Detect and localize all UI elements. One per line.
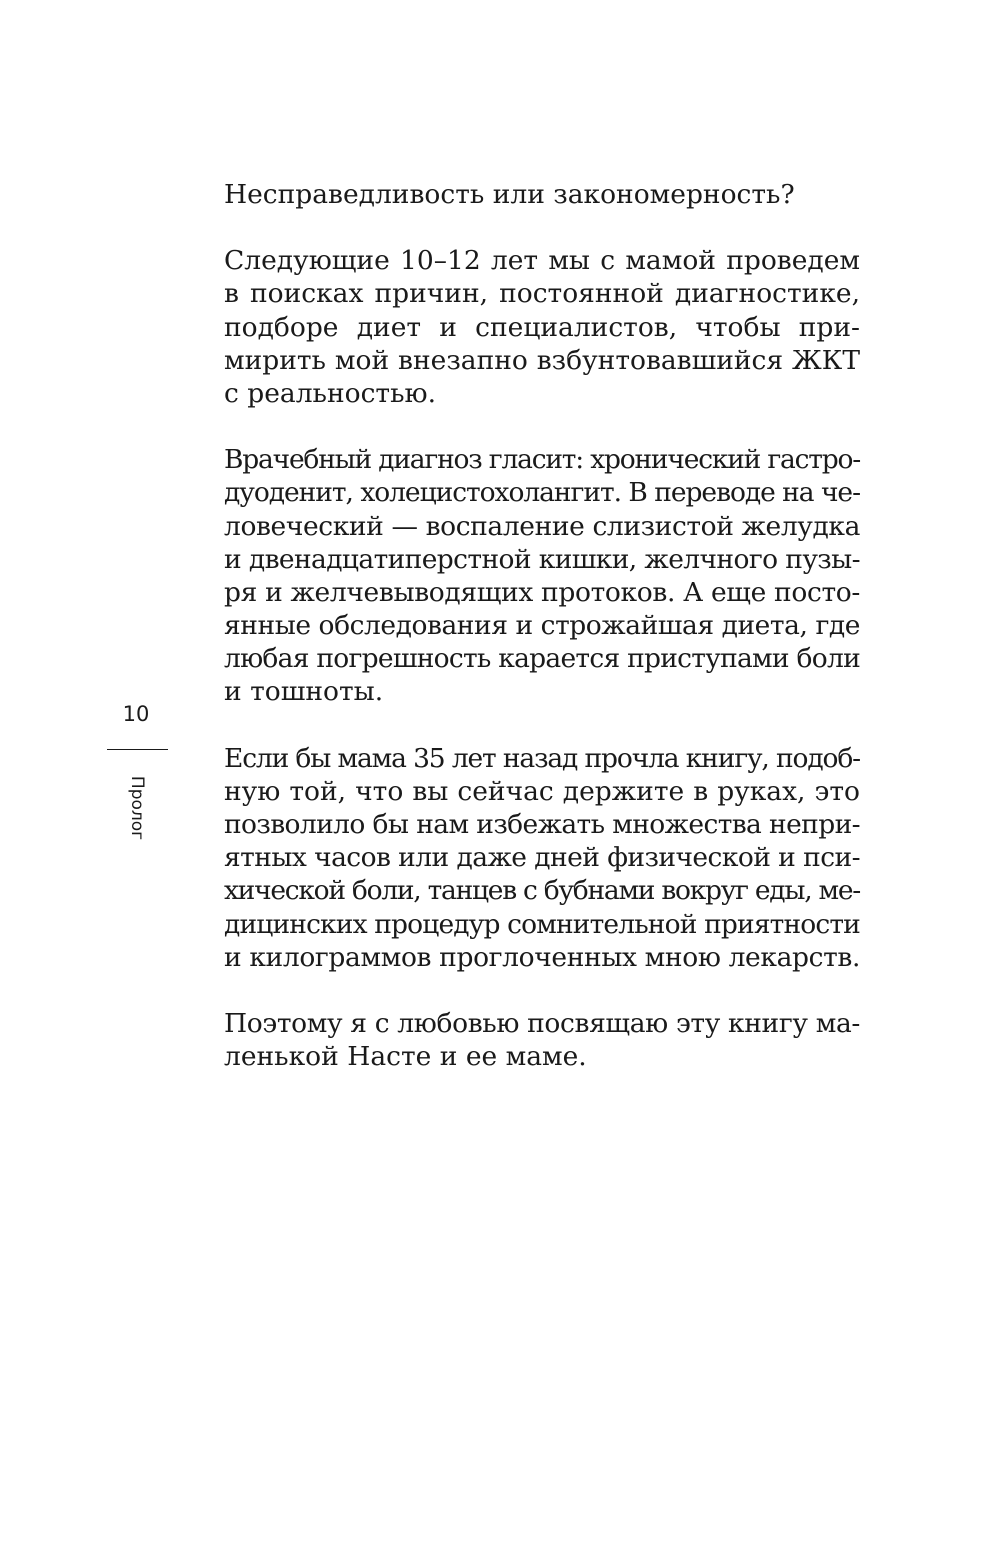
text-line: любая погрешность карается приступами боли xyxy=(224,643,860,675)
text-line: в поисках причин, постоянной диагностике, xyxy=(224,278,860,310)
text-line: подборе диет и специалистов, чтобы при- xyxy=(224,311,860,343)
text-line: ря и желчевыводящих протоков. А еще посто- xyxy=(224,576,860,608)
text-line: с реальностью. xyxy=(224,377,437,409)
text-line: Если бы мама 35 лет назад прочла книгу, подоб- xyxy=(224,742,860,774)
running-head: Пролог xyxy=(127,775,147,841)
text-line: и двенадцатиперстной кишки, желчного пузы- xyxy=(224,543,860,575)
text-line: ловеческий — воспаление слизистой желудка xyxy=(224,510,860,542)
text-line: хической боли, танцев с бубнами вокруг еды, ме- xyxy=(224,875,860,907)
page-number: 10 xyxy=(122,702,150,726)
paragraph-2 xyxy=(224,244,860,410)
text-line: Следующие 10–12 лет мы с мамой проведем xyxy=(224,245,860,277)
text-line: Врачебный диагноз гласит: хронический гастро- xyxy=(224,444,860,476)
text-line: и тошноты. xyxy=(224,676,384,708)
paragraph-3 xyxy=(224,443,860,709)
paragraph-4 xyxy=(224,742,860,974)
text-line: ную той, что вы сейчас держите в руках, это xyxy=(224,775,860,807)
body-text xyxy=(224,178,860,1106)
paragraph-1 xyxy=(224,178,860,211)
text-line: дицинских процедур сомнительной приятности xyxy=(224,908,860,940)
text-line: Несправедливость или закономерность? xyxy=(224,179,795,210)
text-line: и килограммов проглоченных мною лекарств. xyxy=(224,941,860,973)
paragraph-5 xyxy=(224,1007,860,1073)
text-line: дуоденит, холецистохолангит. В переводе на че- xyxy=(224,477,860,509)
text-line: мирить мой внезапно взбунтовавшийся ЖКТ xyxy=(224,344,860,376)
divider-rule xyxy=(107,749,168,750)
text-line: позволило бы нам избежать множества непри- xyxy=(224,809,860,840)
text-line: янные обследования и строжайшая диета, где xyxy=(224,610,860,642)
text-line: ленькой Насте и ее маме. xyxy=(224,1041,587,1073)
text-line: ятных часов или даже дней физической и пси- xyxy=(224,842,860,874)
text-line: Поэтому я с любовью посвящаю эту книгу ма- xyxy=(224,1007,861,1039)
